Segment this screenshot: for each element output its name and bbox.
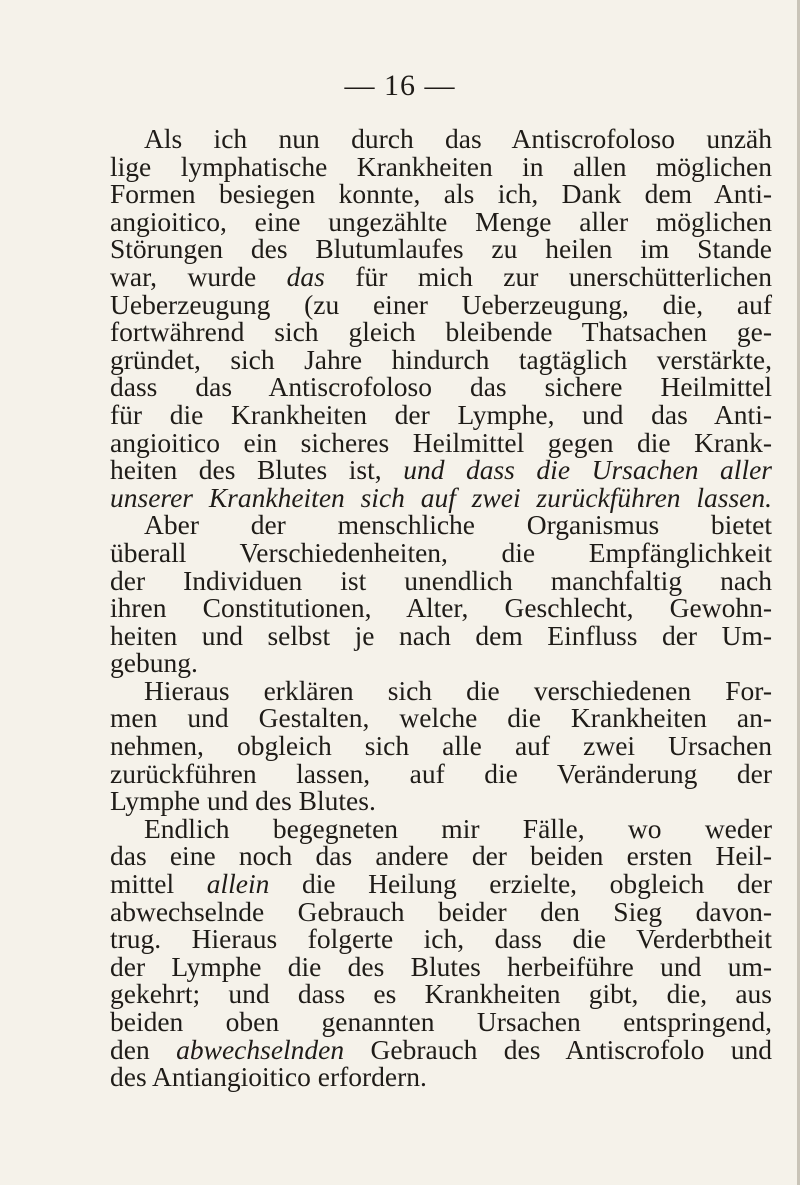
text-line: das eine noch das andere der beiden ersten Heil- [110,840,772,872]
text-line: Störungen des Blutumlaufes zu heilen im Stande [110,233,772,265]
text-line: ihren Constitutionen, Alter, Geschlecht, Gewohn- [110,592,772,624]
text-line: heiten und selbst je nach dem Einfluss der Um- [110,619,772,651]
text-line: unserer Krankheiten sich auf zwei zurückführen lassen. [110,481,772,513]
text-line: gekehrt; und dass es Krankheiten gibt, die, aus [110,978,772,1010]
text-line: gebung. [110,647,198,679]
text-line: Hieraus erklären sich die verschiedenen For- [144,674,772,706]
text-line: nehmen, obgleich sich alle auf zwei Ursachen [110,730,772,762]
text-line: Aber der menschliche Organismus bietet [144,509,772,541]
text-line: überall Verschiedenheiten, die Empfänglichkeit [110,536,772,568]
text-line: lige lymphatische Krankheiten in allen möglichen [110,150,772,182]
text-line: dass das Antiscrofoloso das sichere Heilmittel [110,371,772,403]
text-line: Als ich nun durch das Antiscrofoloso unzäh [144,123,772,154]
text-line: trug. Hieraus folgerte ich, dass die Verderbtheit [110,923,772,955]
text-line: Endlich begegneten mir Fälle, wo weder [144,812,772,844]
text-line: Ueberzeugung (zu einer Ueberzeugung, die, auf [110,288,772,320]
text-line: heiten des Blutes ist, und dass die Ursachen aller [110,454,772,486]
text-line: zurückführen lassen, auf die Veränderung der [110,757,772,789]
text-line: war, wurde das für mich zur unerschütterlichen [110,260,772,292]
text-line: angioitico ein sicheres Heilmittel gegen die Krank- [110,426,772,458]
text-line: angioitico, eine ungezählte Menge aller möglichen [110,205,772,237]
text-line: fortwährend sich gleich bleibende Thatsachen ge- [110,316,772,348]
text-line: den abwechselnden Gebrauch des Antiscrofolo und [110,1033,772,1065]
text-line: für die Krankheiten der Lymphe, und das Anti- [110,398,772,430]
text-line: abwechselnde Gebrauch beider den Sieg davon- [110,895,772,927]
page-number: — 16 — [344,69,456,102]
text-line: men und Gestalten, welche die Krankheiten an- [110,702,772,734]
body-text [110,125,772,1091]
text-line: der Lymphe die des Blutes herbeiführe und um- [110,950,772,982]
text-line: Formen besiegen konnte, als ich, Dank dem Anti- [110,178,772,210]
text-line: gründet, sich Jahre hindurch tagtäglich verstärkte, [110,343,772,375]
text-line: beiden oben genannten Ursachen entspringend, [110,1006,772,1037]
text-line: der Individuen ist unendlich manchfaltig nach [110,564,772,596]
text-line: Lymphe und des Blutes. [110,785,376,817]
text-line: des Antiangioitico erfordern. [110,1061,427,1093]
text-line: mittel allein die Heilung erzielte, obgleich der [110,868,772,900]
